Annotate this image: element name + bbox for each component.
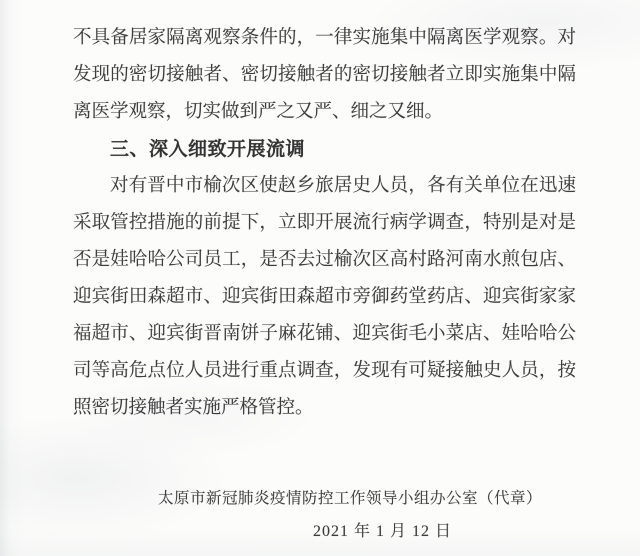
issuing-office-signature: 太原市新冠肺炎疫情防控工作领导小组办公室（代章） (157, 490, 542, 507)
paragraph-investigation-details: 对有晋中市榆次区使赵乡旅居史人员，各有关单位在迅速采取管控措施的前提下，立即开展流行病学调查，特别是对是否是娃哈哈公司员工，是否去过榆次区高村路河南水煎包店、迎宾街田森超市、迎宾街田森超市旁御药堂药店、迎宾街家家福超市、迎宾街晋南饼子麻花铺、迎宾街毛小菜店、娃哈哈公司等高危点位人员进行重点调查，发现有可疑接触史人员，按照密切接触者实施严格管控。 (73, 176, 576, 418)
section-heading-epidemiological-investigation: 三、深入细致开展流调 (110, 139, 306, 160)
document-body (73, 20, 576, 427)
document-date: 2021 年 1 月 12 日 (312, 523, 452, 540)
paragraph-quarantine-measures: 不具备居家隔离观察条件的，一律实施集中隔离医学观察。对发现的密切接触者、密切接触者的密切接触者立即实施集中隔离医学观察，切实做到严之又严、细之又细。 (73, 28, 576, 122)
